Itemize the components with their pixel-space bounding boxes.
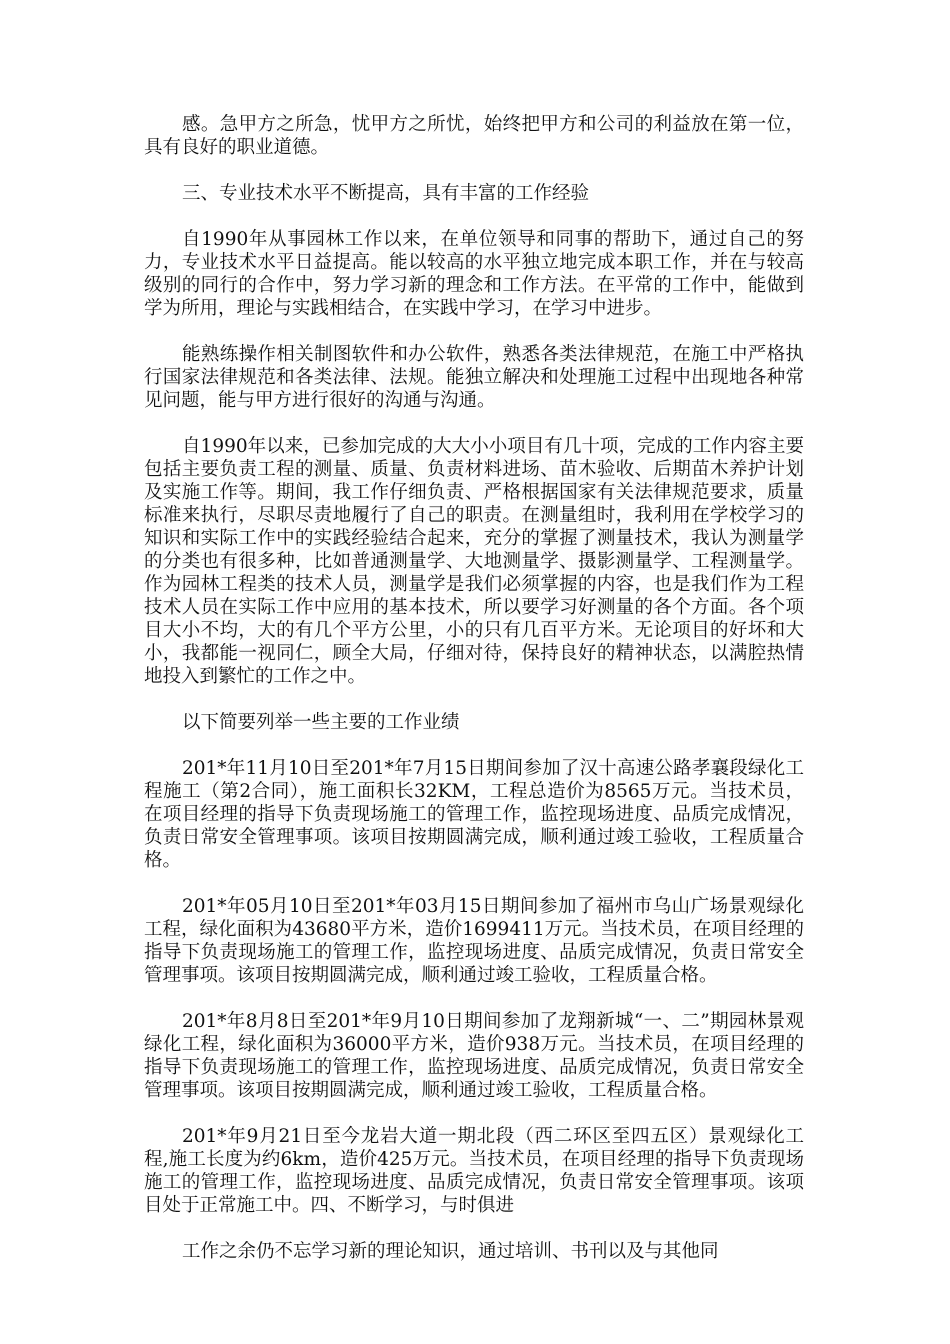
paragraph-continuation: 感。急甲方之所急，忧甲方之所忧，始终把甲方和公司的利益放在第一位，具有良好的职业道德。 bbox=[144, 114, 804, 158]
paragraph-learning: 工作之余仍不忘学习新的理论知识，通过培训、书刊以及与其他同 bbox=[182, 1241, 719, 1262]
paragraph-projects-overview: 自1990年以来，已参加完成的大大小小项目有几十项，完成的工作内容主要包括主要负责工程的测量、质量、负责材料进场、苗木验收、后期苗木养护计划及实施工作等。期间，我工作仔细负责、严格根据国家有关法律规范要求，质量标准来执行，尽职尽责地履行了自己的职责。在测量组时，我利用在学校学习的知识和实际工作中的实践经验结合起来，充分的掌握了测量技术，我认为测量学的分类也有很多种，比如普通测量学、大地测量学、摄影测量学、工程测量学。作为园林工程类的技术人员，测量学是我们必须掌握的内容，也是我们作为工程技术人员在实际工作中应用的基本技术，所以要学习好测量的各个方面。各个项目大小不均，大的有几个平方公里，小的只有几百平方米。无论项目的好坏和大小，我都能一视同仁，顾全大局，仔细对待，保持良好的精神状态，以满腔热情地投入到繁忙的工作之中。 bbox=[144, 436, 804, 687]
paragraph-software-skills: 能熟练操作相关制图软件和办公软件，熟悉各类法律规范，在施工中严格执行国家法律规范和各类法律、法规。能独立解决和处理施工过程中出现地各种常见问题，能与甲方进行很好的沟通与沟通。 bbox=[144, 344, 804, 411]
paragraph-project-4: 201*年9月21日至今龙岩大道一期北段（西二环区至四五区）景观绿化工程,施工长度为约6km，造价425万元。当技术员，在项目经理的指导下负责现场施工的管理工作，监控现场进度、品质完成情况，负责日常安全管理事项。该项目处于正常施工中。四、不断学习，与时俱进 bbox=[144, 1126, 804, 1216]
paragraph-project-2: 201*年05月10日至201*年03月15日期间参加了福州市乌山广场景观绿化工程，绿化面积为43680平方米，造价1699411万元。当技术员，在项目经理的指导下负责现场施工的管理工作，监控现场进度、品质完成情况，负责日常安全管理事项。该项目按期圆满完成，顺利通过竣工验收，工程质量合格。 bbox=[144, 896, 804, 986]
paragraph-experience: 自1990年从事园林工作以来，在单位领导和同事的帮助下，通过自己的努力，专业技术水平日益提高。能以较高的水平独立地完成本职工作，并在与较高级别的同行的合作中，努力学习新的理念和工作方法。在平常的工作中，能做到学为所用，理论与实践相结合，在实践中学习，在学习中进步。 bbox=[144, 229, 804, 319]
section-heading-3: 三、专业技术水平不断提高，具有丰富的工作经验 bbox=[182, 183, 590, 204]
paragraph-achievements-intro: 以下简要列举一些主要的工作业绩 bbox=[182, 712, 460, 733]
document-body bbox=[144, 113, 804, 1286]
paragraph-project-3: 201*年8月8日至201*年9月10日期间参加了龙翔新城“一、二”期园林景观绿化工程，绿化面积为36000平方米，造价938万元。当技术员，在项目经理的指导下负责现场施工的管理工作，监控现场进度、品质完成情况，负责日常安全管理事项。该项目按期圆满完成，顺利通过竣工验收，工程质量合格。 bbox=[144, 1011, 805, 1101]
paragraph-project-1: 201*年11月10日至201*年7月15日期间参加了汉十高速公路孝襄段绿化工程施工（第2合同），施工面积长32KM，工程总造价为8565万元。当技术员，在项目经理的指导下负责现场施工的管理工作，监控现场进度、品质完成情况，负责日常安全管理事项。该项目按期圆满完成，顺利通过竣工验收，工程质量合格。 bbox=[144, 758, 804, 871]
